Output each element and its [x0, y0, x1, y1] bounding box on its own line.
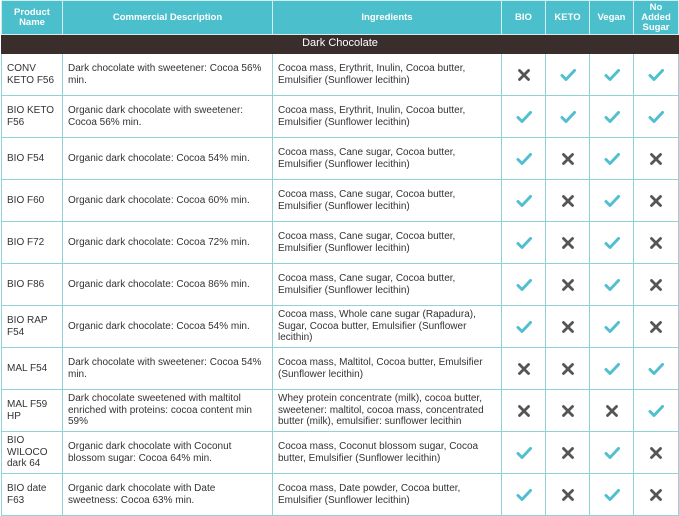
keto-cell [546, 306, 590, 348]
cross-icon [560, 193, 576, 209]
product-table [1, 0, 679, 516]
check-icon [648, 361, 664, 377]
bio-cell [502, 180, 546, 222]
table-row [2, 54, 679, 96]
bio-cell [502, 348, 546, 390]
check-icon [516, 193, 532, 209]
table-row [2, 222, 679, 264]
keto-cell [546, 222, 590, 264]
vegan-cell [590, 264, 634, 306]
check-icon [604, 487, 620, 503]
vegan-cell [590, 138, 634, 180]
product-name-cell: BIO F86 [2, 264, 63, 306]
cross-icon [560, 151, 576, 167]
vegan-cell [590, 96, 634, 138]
keto-cell [546, 390, 590, 432]
table-row [2, 432, 679, 474]
cross-icon [560, 403, 576, 419]
no-added-sugar-cell [634, 96, 679, 138]
cross-icon [648, 235, 664, 251]
bio-cell [502, 474, 546, 516]
description-cell: Organic dark chocolate: Cocoa 60% min. [63, 180, 273, 222]
description-cell: Organic dark chocolate: Cocoa 72% min. [63, 222, 273, 264]
cross-icon [560, 319, 576, 335]
vegan-cell [590, 348, 634, 390]
bio-cell [502, 390, 546, 432]
bio-cell [502, 54, 546, 96]
ingredients-cell: Cocoa mass, Cane sugar, Cocoa butter, Emulsifier (Sunflower lecithin) [273, 180, 502, 222]
product-name-cell: MAL F54 [2, 348, 63, 390]
product-name-cell: BIO F54 [2, 138, 63, 180]
keto-cell [546, 54, 590, 96]
header-description: Commercial Description [63, 1, 273, 35]
cross-icon [648, 319, 664, 335]
ingredients-cell: Cocoa mass, Cane sugar, Cocoa butter, Emulsifier (Sunflower lecithin) [273, 222, 502, 264]
cross-icon [516, 403, 532, 419]
check-icon [604, 151, 620, 167]
header-no-added-sugar: No Added Sugar [634, 1, 679, 35]
no-added-sugar-cell [634, 264, 679, 306]
table-row [2, 390, 679, 432]
header-vegan: Vegan [590, 1, 634, 35]
cross-icon [648, 193, 664, 209]
description-cell: Organic dark chocolate with sweetener: Cocoa 56% min. [63, 96, 273, 138]
cross-icon [560, 361, 576, 377]
check-icon [648, 403, 664, 419]
bio-cell [502, 432, 546, 474]
header-ingredients: Ingredients [273, 1, 502, 35]
no-added-sugar-cell [634, 348, 679, 390]
check-icon [604, 67, 620, 83]
vegan-cell [590, 432, 634, 474]
check-icon [604, 109, 620, 125]
product-name-cell: BIO date F63 [2, 474, 63, 516]
vegan-cell [590, 180, 634, 222]
check-icon [516, 235, 532, 251]
table-row [2, 180, 679, 222]
check-icon [516, 319, 532, 335]
description-cell: Dark chocolate sweetened with maltitol enriched with proteins: cocoa content min 59% [63, 390, 273, 432]
table-row [2, 348, 679, 390]
description-cell: Dark chocolate with sweetener: Cocoa 54% min. [63, 348, 273, 390]
check-icon [604, 235, 620, 251]
description-cell: Dark chocolate with sweetener: Cocoa 56% min. [63, 54, 273, 96]
table-row [2, 264, 679, 306]
check-icon [648, 109, 664, 125]
product-name-cell: CONV KETO F56 [2, 54, 63, 96]
ingredients-cell: Cocoa mass, Erythrit, Inulin, Cocoa butter, Emulsifier (Sunflower lecithin) [273, 96, 502, 138]
no-added-sugar-cell [634, 432, 679, 474]
check-icon [604, 445, 620, 461]
check-icon [560, 109, 576, 125]
cross-icon [560, 487, 576, 503]
keto-cell [546, 348, 590, 390]
cross-icon [604, 403, 620, 419]
table-row [2, 138, 679, 180]
ingredients-cell: Cocoa mass, Cane sugar, Cocoa butter, Emulsifier (Sunflower lecithin) [273, 264, 502, 306]
ingredients-cell: Cocoa mass, Cane sugar, Cocoa butter, Emulsifier (Sunflower lecithin) [273, 138, 502, 180]
check-icon [516, 109, 532, 125]
no-added-sugar-cell [634, 54, 679, 96]
keto-cell [546, 432, 590, 474]
section-title: Dark Chocolate [2, 35, 679, 54]
ingredients-cell: Whey protein concentrate (milk), cocoa butter, sweetener: maltitol, cocoa mass, concentrated butter (milk), emulsifier: sunflower lecithin [273, 390, 502, 432]
check-icon [560, 67, 576, 83]
vegan-cell [590, 222, 634, 264]
no-added-sugar-cell [634, 138, 679, 180]
no-added-sugar-cell [634, 390, 679, 432]
cross-icon [560, 445, 576, 461]
description-cell: Organic dark chocolate with Date sweetness: Cocoa 63% min. [63, 474, 273, 516]
cross-icon [648, 487, 664, 503]
check-icon [604, 319, 620, 335]
cross-icon [648, 445, 664, 461]
cross-icon [516, 67, 532, 83]
ingredients-cell: Cocoa mass, Coconut blossom sugar, Cocoa butter, Emulsifier (Sunflower lecithin) [273, 432, 502, 474]
description-cell: Organic dark chocolate with Coconut blossom sugar: Cocoa 64% min. [63, 432, 273, 474]
keto-cell [546, 96, 590, 138]
check-icon [648, 67, 664, 83]
product-name-cell: BIO F60 [2, 180, 63, 222]
keto-cell [546, 180, 590, 222]
check-icon [604, 361, 620, 377]
bio-cell [502, 96, 546, 138]
check-icon [516, 487, 532, 503]
keto-cell [546, 138, 590, 180]
table-row [2, 306, 679, 348]
vegan-cell [590, 390, 634, 432]
no-added-sugar-cell [634, 180, 679, 222]
no-added-sugar-cell [634, 306, 679, 348]
ingredients-cell: Cocoa mass, Maltitol, Cocoa butter, Emulsifier (Sunflower lecithin) [273, 348, 502, 390]
cross-icon [560, 277, 576, 293]
keto-cell [546, 264, 590, 306]
vegan-cell [590, 306, 634, 348]
bio-cell [502, 222, 546, 264]
bio-cell [502, 138, 546, 180]
product-name-cell: BIO F72 [2, 222, 63, 264]
description-cell: Organic dark chocolate: Cocoa 54% min. [63, 306, 273, 348]
table-row [2, 474, 679, 516]
header-product-name: Product Name [2, 1, 63, 35]
product-name-cell: BIO RAP F54 [2, 306, 63, 348]
ingredients-cell: Cocoa mass, Whole cane sugar (Rapadura), Sugar, Cocoa butter, Emulsifier (Sunflower lecithin) [273, 306, 502, 348]
bio-cell [502, 264, 546, 306]
ingredients-cell: Cocoa mass, Erythrit, Inulin, Cocoa butter, Emulsifier (Sunflower lecithin) [273, 54, 502, 96]
product-name-cell: MAL F59 HP [2, 390, 63, 432]
cross-icon [516, 361, 532, 377]
table-header-row [2, 1, 679, 35]
check-icon [604, 277, 620, 293]
check-icon [516, 445, 532, 461]
section-row [2, 35, 679, 54]
cross-icon [648, 151, 664, 167]
no-added-sugar-cell [634, 222, 679, 264]
bio-cell [502, 306, 546, 348]
ingredients-cell: Cocoa mass, Date powder, Cocoa butter, Emulsifier (Sunflower lecithin) [273, 474, 502, 516]
header-bio: BIO [502, 1, 546, 35]
check-icon [604, 193, 620, 209]
header-keto: KETO [546, 1, 590, 35]
product-name-cell: BIO KETO F56 [2, 96, 63, 138]
description-cell: Organic dark chocolate: Cocoa 86% min. [63, 264, 273, 306]
cross-icon [648, 277, 664, 293]
description-cell: Organic dark chocolate: Cocoa 54% min. [63, 138, 273, 180]
cross-icon [560, 235, 576, 251]
table-row [2, 96, 679, 138]
check-icon [516, 151, 532, 167]
product-name-cell: BIO WILOCO dark 64 [2, 432, 63, 474]
check-icon [516, 277, 532, 293]
vegan-cell [590, 474, 634, 516]
keto-cell [546, 474, 590, 516]
no-added-sugar-cell [634, 474, 679, 516]
vegan-cell [590, 54, 634, 96]
